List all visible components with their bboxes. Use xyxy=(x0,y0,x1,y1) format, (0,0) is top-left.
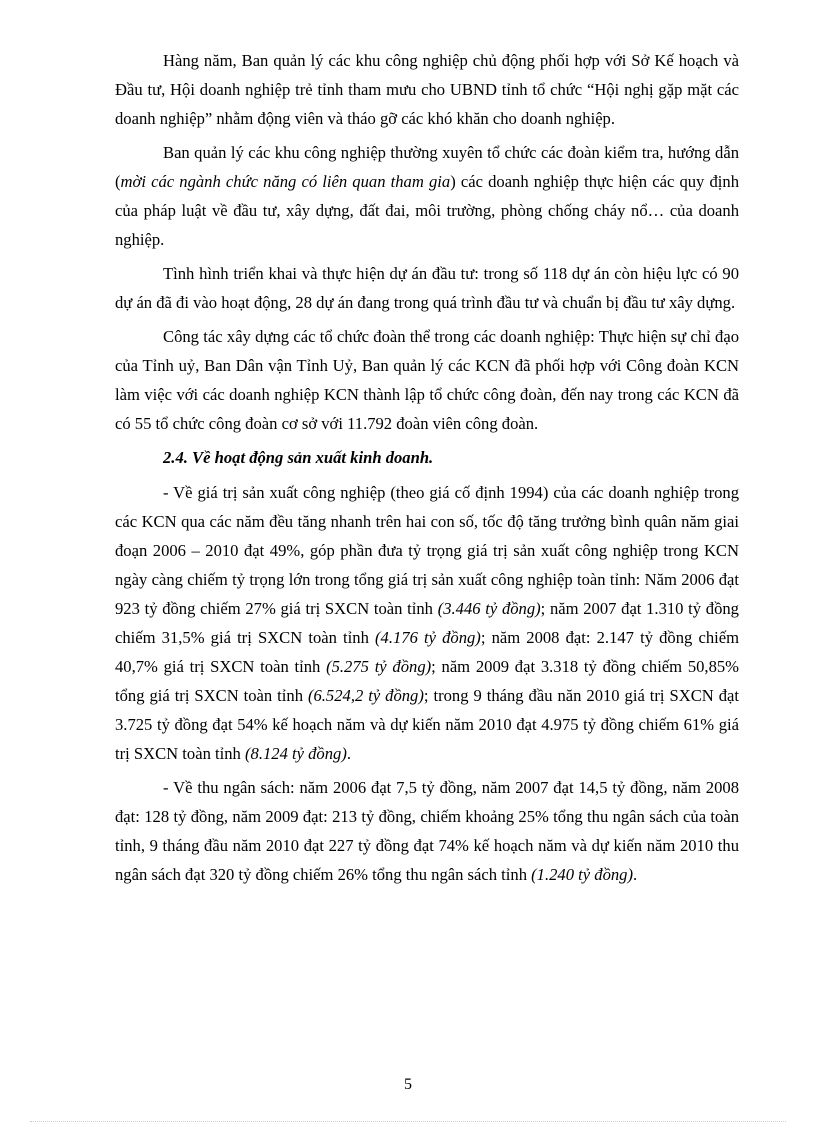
italic-note: (5.275 tỷ đồng) xyxy=(326,657,432,676)
italic-note: mời các ngành chức năng có liên quan tham gia xyxy=(120,172,451,191)
text-run: ; năm 2009 đạt 3.318 tỷ đồng chiếm 50,85% tổng giá trị SXCN toàn tỉnh xyxy=(115,657,739,705)
text-run: ; năm 2008 đạt: 2.147 tỷ đồng chiếm 40,7% giá trị SXCN toàn tỉnh xyxy=(115,628,739,676)
text-run: ) các doanh nghiệp thực hiện các quy định của pháp luật về đầu tư, xây dựng, đất đai, môi trường, phòng chống cháy nổ… của doanh nghiệp. xyxy=(115,172,739,249)
italic-note: (6.524,2 tỷ đồng) xyxy=(307,686,424,705)
italic-note: (1.240 tỷ đồng) xyxy=(531,865,634,884)
text-run: ; năm 2007 đạt 1.310 tỷ đồng chiếm 31,5% giá trị SXCN toàn tỉnh xyxy=(115,599,739,647)
paragraph-inspection xyxy=(115,138,739,254)
text-run: . xyxy=(633,865,638,884)
text-run: . xyxy=(346,744,352,763)
page-number: 5 xyxy=(404,1076,412,1093)
italic-note: (4.176 tỷ đồng) xyxy=(375,628,481,647)
paragraph-industrial-output xyxy=(115,478,739,768)
section-heading: 2.4. Về hoạt động sản xuất kinh doanh. xyxy=(163,448,434,467)
paragraph-annual-meeting: Hàng năm, Ban quản lý các khu công nghiệp chủ động phối hợp với Sở Kế hoạch và Đầu tư, Hội doanh nghiệp trẻ tỉnh tham mưu cho UBND tỉnh tổ chức “Hội nghị gặp mặt các doanh nghiệp” nhằm động viên và tháo gỡ các khó khăn cho doanh nghiệp. xyxy=(115,51,739,128)
paragraph-budget-revenue xyxy=(115,773,739,889)
text-run: - Về thu ngân sách: năm 2006 đạt 7,5 tỷ đồng, năm 2007 đạt 14,5 tỷ đồng, năm 2008 đạt: 128 tỷ đồng, năm 2009 đạt: 213 tỷ đồng, chiếm khoảng 25% tổng thu ngân sách của toàn tỉnh, 9 tháng đầu năm 2010 đạt 227 tỷ đồng đạt 74% kế hoạch năm và dự kiến năm 2010 thu ngân sách đạt 320 tỷ đồng chiếm 26% tổng thu ngân sách tỉnh xyxy=(115,778,739,884)
paragraph-union-organizations: Công tác xây dựng các tổ chức đoàn thể trong các doanh nghiệp: Thực hiện sự chỉ đạo của Tỉnh uỷ, Ban Dân vận Tỉnh Uỷ, Ban quản lý các KCN đã phối hợp với Công đoàn KCN làm việc với các doanh nghiệp KCN thành lập tổ chức công đoàn, đến nay trong các KCN đã có 55 tổ chức công đoàn cơ sở với 11.792 đoàn viên công đoàn. xyxy=(115,327,739,433)
text-run: - Về giá trị sản xuất công nghiệp (theo giá cố định 1994) của các doanh nghiệp trong các KCN qua các năm đều tăng nhanh trên hai con số, tốc độ tăng trưởng bình quân năm giai đoạn 2006 – 2010 đạt 49%, góp phần đưa tỷ trọng giá trị sản xuất công nghiệp trong KCN ngày càng chiếm tỷ trọng lớn trong tổng giá trị sản xuất công nghiệp toàn tỉnh: Năm 2006 đạt 923 tỷ đồng chiếm 27% giá trị SXCN toàn tỉnh xyxy=(115,483,739,618)
page-bottom-divider xyxy=(30,1121,786,1122)
paragraph-project-status: Tình hình triển khai và thực hiện dự án đầu tư: trong số 118 dự án còn hiệu lực có 90 dự án đã đi vào hoạt động, 28 dự án đang trong quá trình đầu tư và chuẩn bị đầu tư xây dựng. xyxy=(115,264,739,312)
italic-note: (3.446 tỷ đồng) xyxy=(437,599,541,618)
text-run: Ban quản lý các khu công nghiệp thường xuyên tổ chức các đoàn kiểm tra, hướng dẫn ( xyxy=(115,143,739,191)
page-body xyxy=(115,46,739,894)
italic-note: (8.124 tỷ đồng) xyxy=(245,744,347,763)
text-run: ; trong 9 tháng đầu năn 2010 giá trị SXCN đạt 3.725 tỷ đồng đạt 54% kế hoạch năm và dự kiến năm 2010 đạt 4.975 tỷ đồng chiếm 61% giá trị SXCN toàn tỉnh xyxy=(115,686,739,763)
